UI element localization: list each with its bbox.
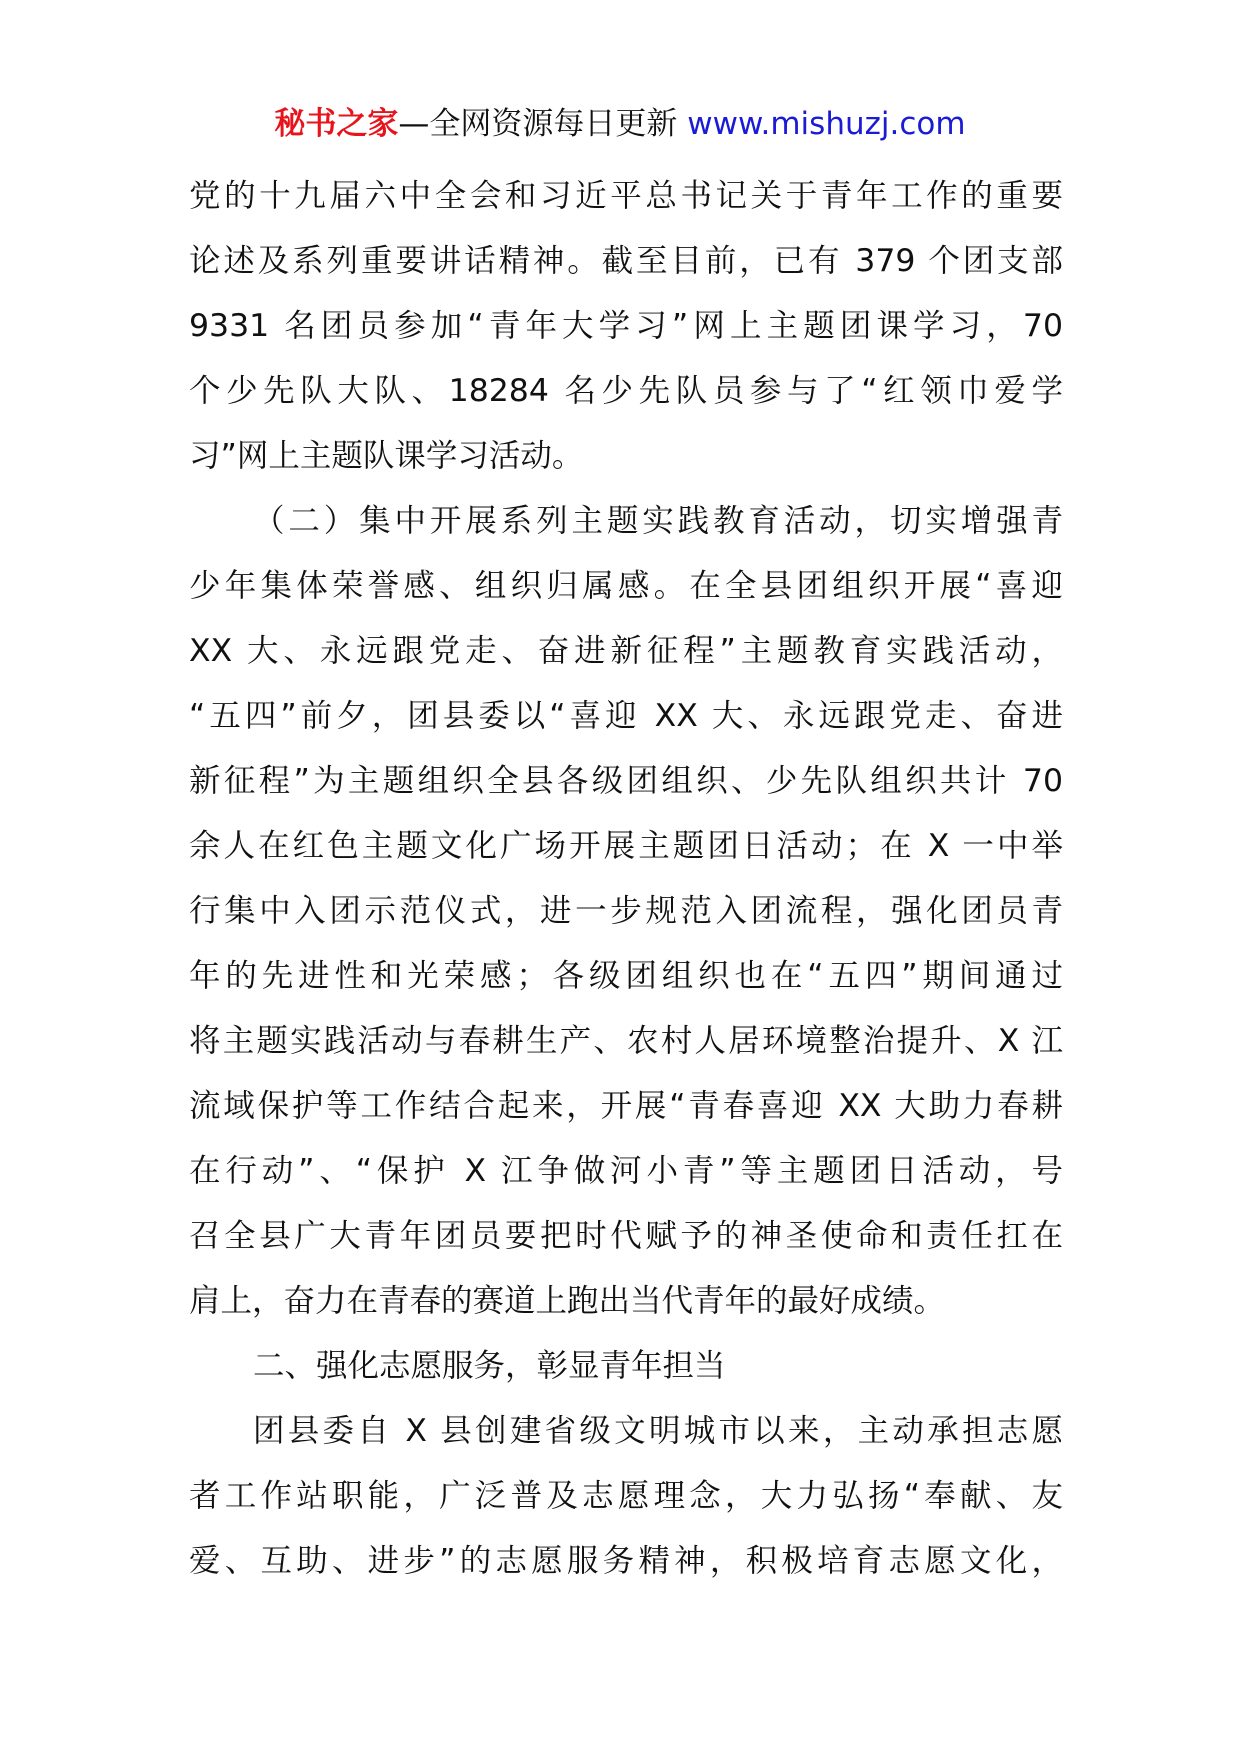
site-url-link[interactable]: www.mishuzj.com [687,106,966,142]
text-line: 习”网上主题队课学习活动。 [189,438,584,474]
site-header [0,102,1240,146]
header-tagline: —全网资源每日更新 [398,106,678,142]
text-line: 肩上，奋力在青春的赛道上跑出当代青年的最好成绩。 [189,1283,946,1319]
text-line: 党的十九届六中全会和习近平总书记关于青年工作的重要 [189,178,1063,214]
document-body [189,164,1063,1594]
text-line: 9331 名团员参加“青年大学习”网上主题团课学习，70 [189,308,1063,344]
text-line: 爱、互助、进步”的志愿服务精神，积极培育志愿文化， [189,1543,1063,1579]
text-line: XX 大、永远跟党走、奋进新征程”主题教育实践活动， [189,633,1063,669]
text-line: 论述及系列重要讲话精神。截至目前，已有 379 个团支部 [189,243,1063,279]
text-line: 余人在红色主题文化广场开展主题团日活动；在 X 一中举 [189,828,1063,864]
text-line: 召全县广大青年团员要把时代赋予的神圣使命和责任扛在 [189,1218,1063,1254]
text-line: 将主题实践活动与春耕生产、农村人居环境整治提升、X 江 [189,1023,1063,1059]
text-line: 年的先进性和光荣感；各级团组织也在“五四”期间通过 [189,958,1063,994]
brand-name: 秘书之家 [274,106,399,142]
text-line: 流域保护等工作结合起来，开展“青春喜迎 XX 大助力春耕 [189,1088,1063,1124]
subsection-heading-line: （二）集中开展系列主题实践教育活动，切实增强青 [253,503,1063,539]
text-line: 者工作站职能，广泛普及志愿理念，大力弘扬“奉献、友 [189,1478,1063,1514]
text-line: 在行动”、“保护 X 江争做河小青”等主题团日活动，号 [189,1153,1063,1189]
text-line: 行集中入团示范仪式，进一步规范入团流程，强化团员青 [189,893,1063,929]
section-heading: 二、强化志愿服务，彰显青年担当 [253,1348,726,1384]
text-line: “五四”前夕，团县委以“喜迎 XX 大、永远跟党走、奋进 [189,698,1063,734]
text-line: 团县委自 X 县创建省级文明城市以来，主动承担志愿 [253,1413,1063,1449]
text-line: 少年集体荣誉感、组织归属感。在全县团组织开展“喜迎 [189,568,1063,604]
text-line: 新征程”为主题组织全县各级团组织、少先队组织共计 70 [189,763,1063,799]
text-line: 个少先队大队、18284 名少先队员参与了“红领巾爱学 [189,373,1063,409]
